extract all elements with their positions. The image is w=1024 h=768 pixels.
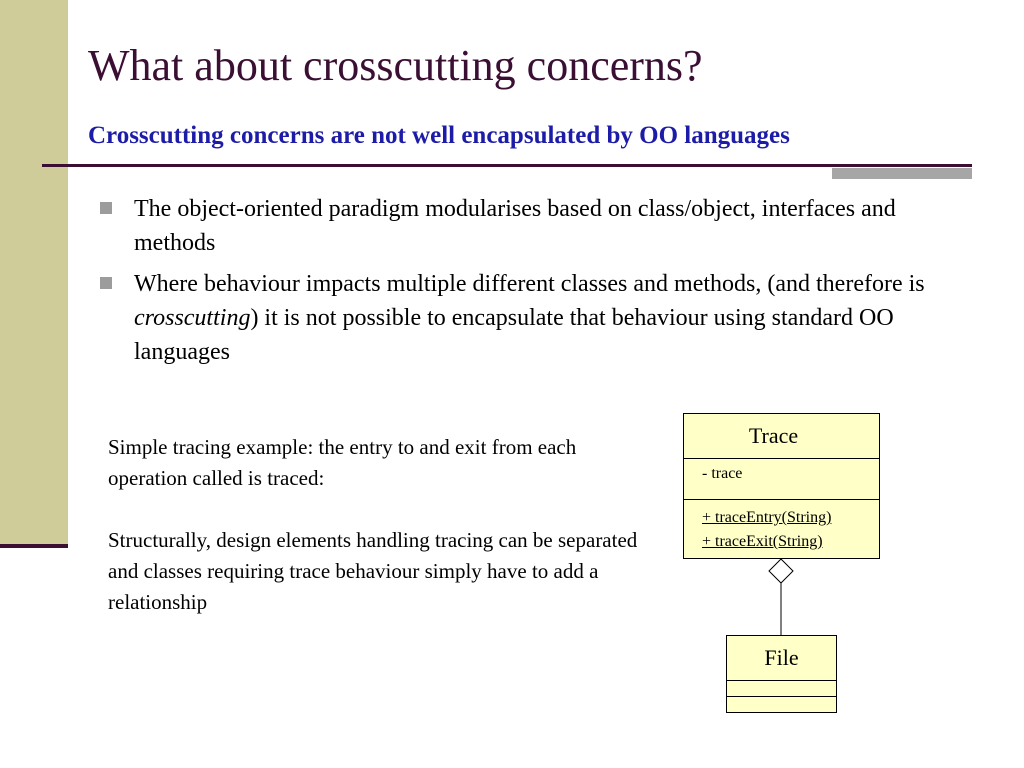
file-class-box [726, 635, 837, 713]
left-accent-bar [0, 0, 68, 547]
bullet-text-end: ) it is not possible to encapsulate that behaviour using standard OO languages [134, 305, 894, 365]
trace-class-name: Trace [748, 423, 799, 448]
bullet-text-start: Where behaviour impacts multiple different classes and methods, (and therefore is [134, 271, 925, 297]
title-divider-shadow [832, 168, 972, 179]
class-compartment-divider [684, 458, 879, 459]
example-description [108, 432, 648, 649]
trace-operation: + traceEntry(String) [702, 509, 832, 526]
trace-operation: + traceExit(String) [702, 533, 823, 550]
class-compartment-divider [727, 680, 836, 681]
bullet-square-icon [100, 277, 112, 289]
bullet-square-icon [100, 202, 112, 214]
bullet-item [98, 192, 978, 260]
bullet-text-emphasis: crosscutting [134, 305, 251, 331]
slide-subtitle: Crosscutting concerns are not well encapsulated by OO languages [88, 122, 790, 149]
example-paragraph: Simple tracing example: the entry to and exit from each operation called is traced: [108, 435, 577, 490]
bullet-list [98, 192, 978, 376]
aggregation-diamond-icon [769, 559, 793, 583]
example-paragraph: Structurally, design elements handling tracing can be separated and classes requiring trace behaviour simply have to add a relationship [108, 528, 638, 614]
slide-title: What about crosscutting concerns? [88, 41, 703, 90]
bullet-item [98, 267, 978, 369]
class-compartment-divider [684, 499, 879, 500]
class-compartment-divider [727, 696, 836, 697]
aggregation-connector [760, 558, 802, 638]
trace-attribute: - trace [702, 465, 743, 482]
title-divider [42, 164, 972, 167]
file-class-name: File [764, 645, 799, 670]
bullet-text: The object-oriented paradigm modularises based on class/object, interfaces and methods [134, 196, 896, 256]
trace-class-box [683, 413, 880, 559]
left-accent-line [0, 544, 68, 548]
